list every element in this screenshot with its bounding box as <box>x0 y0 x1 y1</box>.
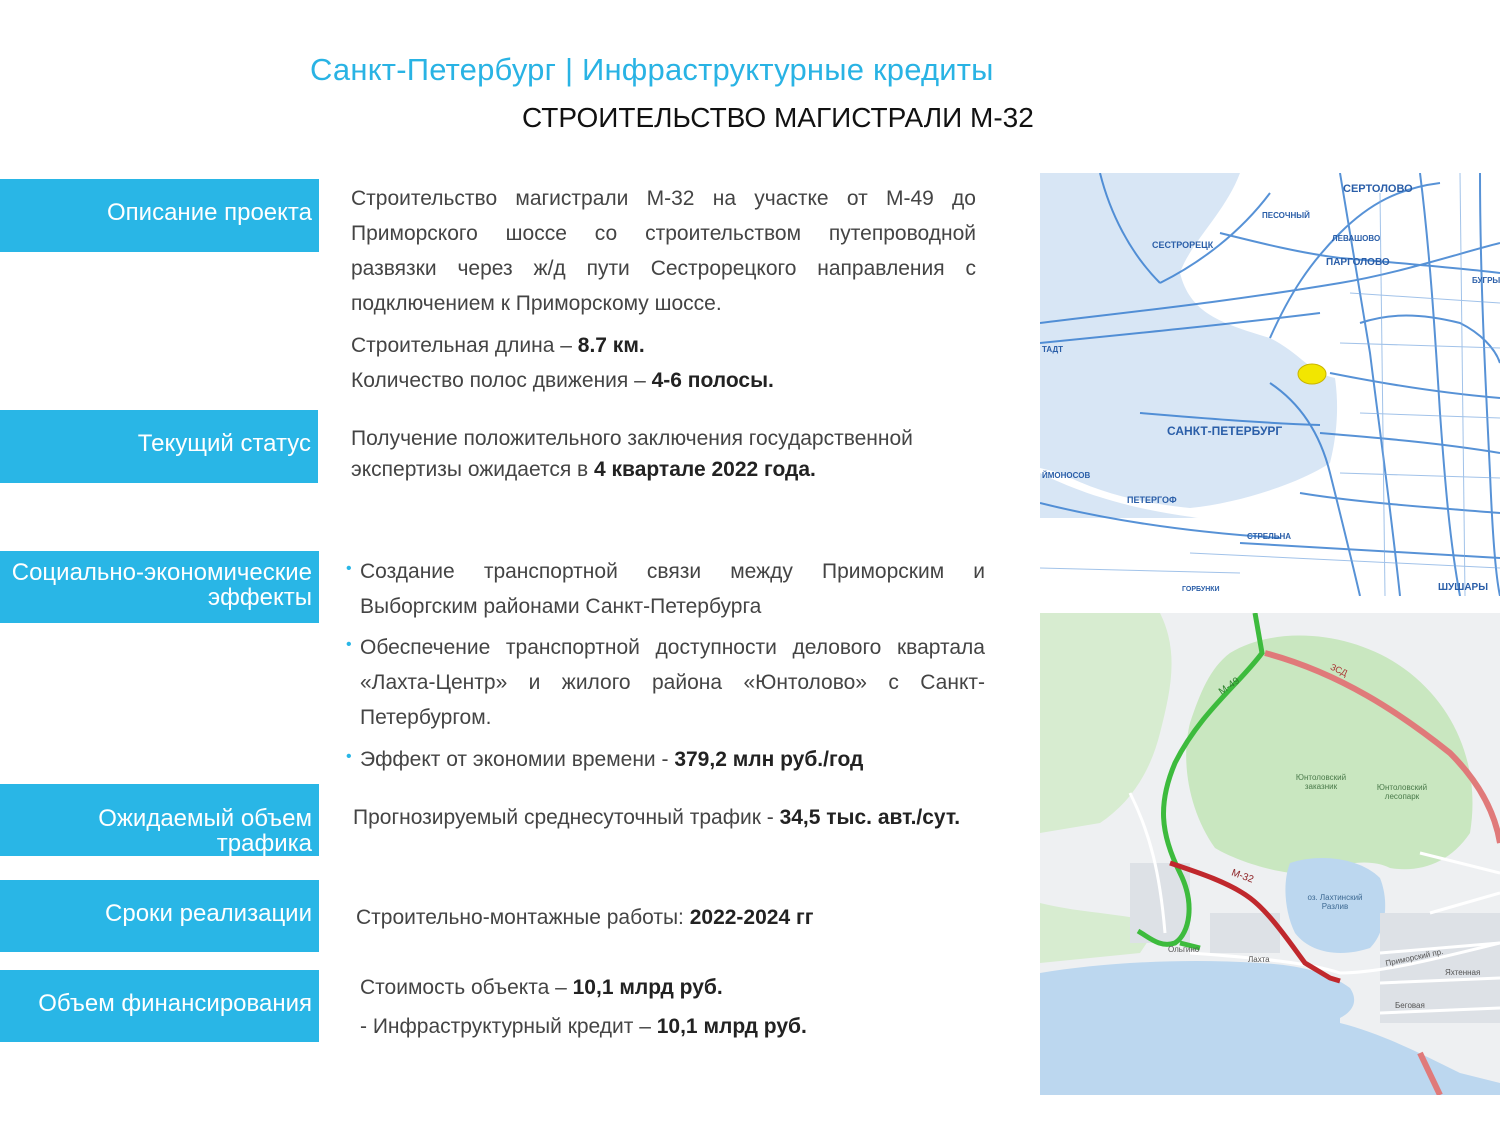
overview-map <box>1040 173 1500 596</box>
map-label-pesochny: ПЕСОЧНЫЙ <box>1262 211 1310 220</box>
credit-line: - Инфраструктурный кредит – 10,1 млрд руб. <box>360 1015 807 1038</box>
map-label-pargolovo: ПАРГОЛОВО <box>1326 257 1390 268</box>
map-label-razliv: оз. Лахтинский Разлив <box>1307 893 1363 911</box>
map-label-primorsky: Приморский пр. <box>1384 946 1445 969</box>
effect-bullet-1: • Создание транспортной связи между Приморским и Выборгским районами Санкт-Петербурга <box>360 554 985 624</box>
route-map <box>1040 613 1500 1095</box>
map-label-petergof: ПЕТЕРГОФ <box>1127 495 1177 505</box>
map-label-strelna: СТРЕЛЬНА <box>1247 532 1292 541</box>
bullet-icon: • <box>346 560 352 577</box>
label-status: Текущий статус <box>0 410 318 483</box>
map-label-spb: САНКТ-ПЕТЕРБУРГ <box>1167 424 1283 438</box>
status-line-2: экспертизы ожидается в 4 квартале 2022 года. <box>351 458 816 481</box>
map-label-m32: М-32 <box>1229 867 1255 886</box>
project-location-marker <box>1298 364 1326 384</box>
map-label-olgino: Ольгино <box>1168 945 1200 954</box>
bullet-icon: • <box>346 748 352 765</box>
map-label-kronshtadt: ТАДТ <box>1042 345 1064 354</box>
time-savings-value: 379,2 млн руб./год <box>674 748 864 771</box>
gulf-water <box>1040 173 1337 508</box>
bullet-icon: • <box>346 636 352 653</box>
label-financing: Объем финансирования <box>0 970 319 1042</box>
traffic-line: Прогнозируемый среднесуточный трафик - 34,5 тыс. авт./сут. <box>353 806 961 829</box>
map-label-sestroretsk: СЕСТРОРЕЦК <box>1152 240 1214 250</box>
page-title: Санкт-Петербург | Инфраструктурные кредиты <box>310 52 994 87</box>
traffic-value: 34,5 тыс. авт./сут. <box>779 806 961 829</box>
map-label-levashovo: ЛЕВАШОВО <box>1332 234 1381 243</box>
lanes-value: 4-6 полосы. <box>651 369 774 392</box>
gulf-water <box>1040 961 1354 1095</box>
timeline-value: 2022-2024 гг <box>689 906 814 929</box>
length-line: Строительная длина – 8.7 км. <box>351 334 645 357</box>
cost-line: Стоимость объекта – 10,1 млрд руб. <box>360 976 723 999</box>
map-label-bugry: БУГРЫ <box>1472 276 1500 285</box>
map-label-shushary: ШУШАРЫ <box>1438 582 1488 593</box>
status-line-1: Получение положительного заключения государственной <box>351 427 913 450</box>
lanes-line: Количество полос движения – 4-6 полосы. <box>351 369 774 392</box>
cost-value: 10,1 млрд руб. <box>572 976 723 999</box>
length-value: 8.7 км. <box>577 334 645 357</box>
map-label-lakhta: Лахта <box>1248 955 1270 964</box>
effect-bullet-2: • Обеспечение транспортной доступности делового квартала «Лахта-Центр» и жилого района «Юнтолово» с Санкт-Петербургом. <box>360 630 985 735</box>
label-traffic: Ожидаемый объем трафика <box>0 784 319 856</box>
map-label-sertolovo: СЕРТОЛОВО <box>1343 183 1413 195</box>
map-label-zsd: ЗСД <box>1328 661 1350 679</box>
status-value: 4 квартале 2022 года. <box>594 458 816 481</box>
map-label-yakhtennaya: Яхтенная <box>1445 968 1481 977</box>
label-effects: Социально-экономические эффекты <box>0 551 319 623</box>
credit-value: 10,1 млрд руб. <box>656 1015 807 1038</box>
timeline-line: Строительно-монтажные работы: 2022-2024 гг <box>356 906 814 929</box>
label-timeline: Сроки реализации <box>0 880 319 952</box>
effect-bullet-3: • Эффект от экономии времени - 379,2 млн руб./год <box>360 742 863 777</box>
map-label-m49: М-49 <box>1216 675 1242 698</box>
map-label-yuntolovo: Юнтоловский заказник <box>1295 773 1347 791</box>
route-map-graphic <box>1040 613 1500 1095</box>
map-label-park: Юнтоловский лесопарк <box>1376 783 1428 801</box>
map-label-gorbunki: ГОРБУНКИ <box>1182 586 1220 593</box>
description-text: Строительство магистрали М-32 на участке от М-49 до Приморского шоссе со строительством путепроводной развязки через ж/д пути Сестрорецкого направления с подключением к Приморскому шоссе. <box>351 187 976 315</box>
label-description: Описание проекта <box>0 179 319 252</box>
map-label-lomonosov: ЙМОНОСОВ <box>1042 471 1091 480</box>
page-subtitle: СТРОИТЕЛЬСТВО МАГИСТРАЛИ М-32 <box>522 102 1034 133</box>
map-label-begovaya: Беговая <box>1395 1001 1425 1010</box>
